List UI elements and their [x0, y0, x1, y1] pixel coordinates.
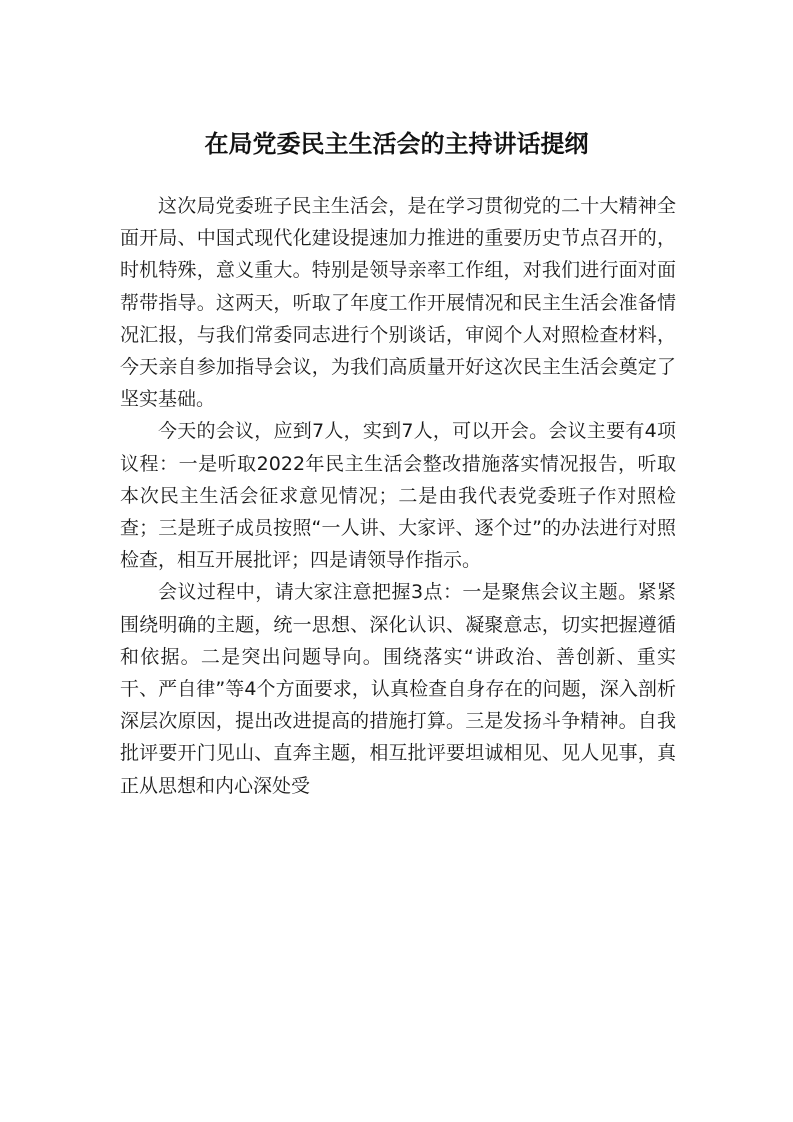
paragraph-requirements: 会议过程中，请大家注意把握3点：一是聚焦会议主题。紧紧围绕明确的主题，统一思想、深化认识、凝聚意志，切实把握遵循和依据。二是突出问题导向。围绕落实“讲政治、善创新、重实干、严自律”等4个方面要求，认真检查自身存在的问题，深入剖析深层次原因，提出改进提高的措施打算。三是发扬斗争精神。自我批评要开门见山、直奔主题，相互批评要坦诚相见、见人见事，真正从思想和内心深处受 [120, 581, 676, 797]
paragraph-opening: 这次局党委班子民主生活会，是在学习贯彻党的二十大精神全面开局、中国式现代化建设提速加力推进的重要历史节点召开的，时机特殊，意义重大。特别是领导亲率工作组，对我们进行面对面帮带指导。这两天，听取了年度工作开展情况和民主生活会准备情况汇报，与我们常委同志进行个别谈话，审阅个人对照检查材料，今天亲自参加指导会议，为我们高质量开好这次民主生活会奠定了坚实基础。 [120, 195, 676, 411]
document-body [120, 190, 676, 802]
document-title: 在局党委民主生活会的主持讲话提纲 [204, 129, 589, 158]
paragraph-agenda: 今天的会议，应到7人，实到7人，可以开会。会议主要有4项议程：一是听取2022年民主生活会整改措施落实情况报告，听取本次民主生活会征求意见情况；二是由我代表党委班子作对照检查；三是班子成员按照“一人讲、大家评、逐个过”的办法进行对照检查，相互开展批评；四是请领导作指示。 [120, 420, 676, 572]
